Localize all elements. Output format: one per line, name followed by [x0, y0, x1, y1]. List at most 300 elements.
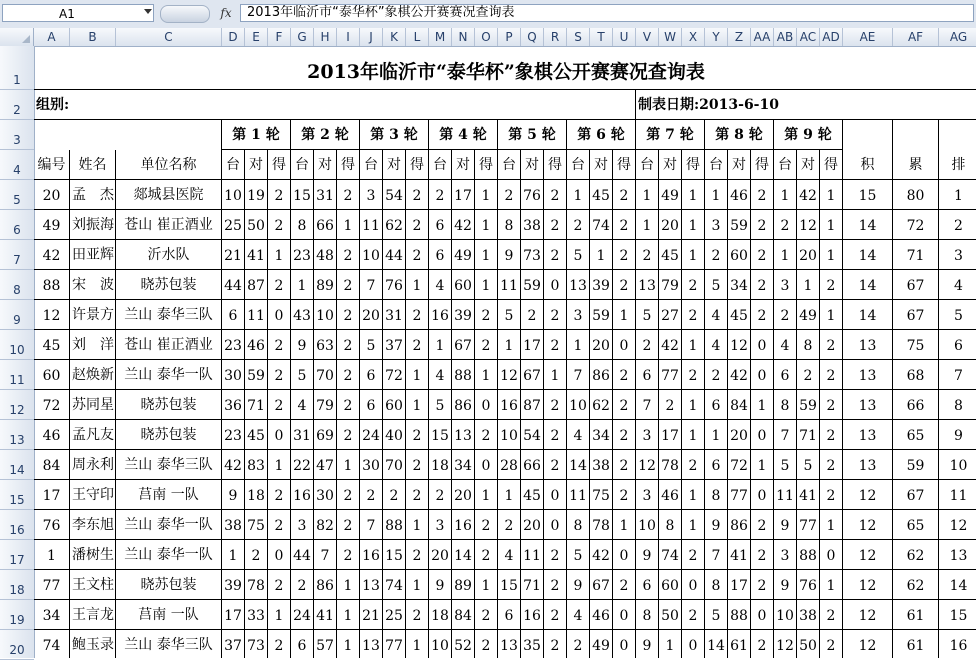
- round-5-score[interactable]: [544, 450, 567, 480]
- column-header-ag[interactable]: AG: [939, 28, 976, 46]
- round-3-opponent[interactable]: [383, 480, 406, 510]
- round-7-opponent[interactable]: [659, 540, 682, 570]
- round-4-table[interactable]: [429, 510, 452, 540]
- row-header-4[interactable]: [0, 150, 34, 180]
- round-1-table[interactable]: [222, 600, 245, 630]
- round-6-opponent[interactable]: [590, 570, 613, 600]
- round-1-opponent[interactable]: [245, 570, 268, 600]
- player-no[interactable]: [34, 360, 70, 390]
- round-6-table[interactable]: [567, 450, 590, 480]
- round-6-score[interactable]: [613, 570, 636, 600]
- round-1-score[interactable]: [268, 480, 291, 510]
- round-1-table[interactable]: [222, 540, 245, 570]
- header-opponent[interactable]: [521, 150, 544, 180]
- round-2-table[interactable]: [291, 600, 314, 630]
- player-points[interactable]: [843, 300, 893, 330]
- round-3-table[interactable]: [360, 510, 383, 540]
- round-7-table[interactable]: [636, 540, 659, 570]
- round-9-table[interactable]: [774, 210, 797, 240]
- round-3-table[interactable]: [360, 270, 383, 300]
- round-6-score[interactable]: [613, 420, 636, 450]
- row-header-16[interactable]: [0, 510, 34, 540]
- column-header-b[interactable]: B: [70, 28, 116, 46]
- round-5-score[interactable]: [544, 360, 567, 390]
- round-6-opponent[interactable]: [590, 450, 613, 480]
- header-table[interactable]: [567, 150, 590, 180]
- round-2-opponent[interactable]: [314, 630, 337, 658]
- player-points[interactable]: [843, 450, 893, 480]
- round-6-score[interactable]: [613, 540, 636, 570]
- column-header-z[interactable]: Z: [728, 28, 751, 46]
- header-cumulative[interactable]: [893, 150, 939, 180]
- round-6-opponent[interactable]: [590, 480, 613, 510]
- round-7-opponent[interactable]: [659, 630, 682, 658]
- round-7-table[interactable]: [636, 480, 659, 510]
- round-7-opponent[interactable]: [659, 570, 682, 600]
- round-9-opponent[interactable]: [797, 630, 820, 658]
- round-2-score[interactable]: [337, 570, 360, 600]
- round-1-opponent[interactable]: [245, 510, 268, 540]
- round-3-table[interactable]: [360, 630, 383, 658]
- column-header-y[interactable]: Y: [705, 28, 728, 46]
- column-header-ad[interactable]: AD: [820, 28, 843, 46]
- round-9-opponent[interactable]: [797, 540, 820, 570]
- round-header-4[interactable]: [429, 120, 498, 150]
- round-2-opponent[interactable]: [314, 570, 337, 600]
- round-2-score[interactable]: [337, 600, 360, 630]
- round-4-score[interactable]: [475, 180, 498, 210]
- round-1-score[interactable]: [268, 510, 291, 540]
- points-header-top[interactable]: [843, 120, 893, 150]
- player-name[interactable]: [70, 360, 116, 390]
- round-header-9[interactable]: [774, 120, 843, 150]
- round-6-table[interactable]: [567, 570, 590, 600]
- round-5-table[interactable]: [498, 210, 521, 240]
- round-2-score[interactable]: [337, 390, 360, 420]
- player-rank[interactable]: [939, 330, 976, 360]
- round-4-opponent[interactable]: [452, 570, 475, 600]
- round-6-opponent[interactable]: [590, 240, 613, 270]
- round-8-opponent[interactable]: [728, 330, 751, 360]
- column-header-t[interactable]: T: [590, 28, 613, 46]
- round-header-2[interactable]: [291, 120, 360, 150]
- round-3-table[interactable]: [360, 540, 383, 570]
- round-5-score[interactable]: [544, 510, 567, 540]
- player-cumulative[interactable]: [893, 450, 939, 480]
- round-8-score[interactable]: [751, 510, 774, 540]
- column-header-h[interactable]: H: [314, 28, 337, 46]
- round-6-table[interactable]: [567, 390, 590, 420]
- round-8-opponent[interactable]: [728, 360, 751, 390]
- player-cumulative[interactable]: [893, 390, 939, 420]
- round-5-opponent[interactable]: [521, 390, 544, 420]
- round-2-table[interactable]: [291, 300, 314, 330]
- player-no[interactable]: [34, 420, 70, 450]
- round-1-score[interactable]: [268, 300, 291, 330]
- column-header-l[interactable]: L: [406, 28, 429, 46]
- round-5-score[interactable]: [544, 180, 567, 210]
- round-8-opponent[interactable]: [728, 270, 751, 300]
- player-points[interactable]: [843, 180, 893, 210]
- header-blank[interactable]: [34, 120, 222, 150]
- round-9-table[interactable]: [774, 450, 797, 480]
- round-8-table[interactable]: [705, 540, 728, 570]
- round-4-opponent[interactable]: [452, 600, 475, 630]
- round-4-score[interactable]: [475, 330, 498, 360]
- player-unit[interactable]: [116, 540, 222, 570]
- player-rank[interactable]: [939, 630, 976, 658]
- player-cumulative[interactable]: [893, 630, 939, 658]
- round-8-score[interactable]: [751, 180, 774, 210]
- column-header-f[interactable]: F: [268, 28, 291, 46]
- round-1-opponent[interactable]: [245, 210, 268, 240]
- round-6-score[interactable]: [613, 630, 636, 658]
- round-2-opponent[interactable]: [314, 390, 337, 420]
- round-5-table[interactable]: [498, 270, 521, 300]
- player-points[interactable]: [843, 210, 893, 240]
- round-9-table[interactable]: [774, 390, 797, 420]
- header-points[interactable]: [843, 150, 893, 180]
- round-8-opponent[interactable]: [728, 600, 751, 630]
- round-header-5[interactable]: [498, 120, 567, 150]
- round-9-score[interactable]: [820, 480, 843, 510]
- column-header-i[interactable]: I: [337, 28, 360, 46]
- round-9-table[interactable]: [774, 330, 797, 360]
- player-rank[interactable]: [939, 420, 976, 450]
- round-8-table[interactable]: [705, 480, 728, 510]
- round-4-table[interactable]: [429, 540, 452, 570]
- round-5-score[interactable]: [544, 570, 567, 600]
- player-unit[interactable]: [116, 450, 222, 480]
- round-5-table[interactable]: [498, 480, 521, 510]
- round-1-score[interactable]: [268, 450, 291, 480]
- round-1-score[interactable]: [268, 570, 291, 600]
- round-1-table[interactable]: [222, 480, 245, 510]
- round-7-table[interactable]: [636, 210, 659, 240]
- row-header-3[interactable]: [0, 120, 34, 150]
- round-3-opponent[interactable]: [383, 300, 406, 330]
- round-9-score[interactable]: [820, 630, 843, 658]
- round-8-opponent[interactable]: [728, 450, 751, 480]
- round-4-score[interactable]: [475, 390, 498, 420]
- round-8-table[interactable]: [705, 450, 728, 480]
- column-header-aa[interactable]: AA: [751, 28, 774, 46]
- round-2-table[interactable]: [291, 360, 314, 390]
- header-score[interactable]: [751, 150, 774, 180]
- round-4-score[interactable]: [475, 210, 498, 240]
- round-5-score[interactable]: [544, 300, 567, 330]
- round-8-score[interactable]: [751, 240, 774, 270]
- player-rank[interactable]: [939, 390, 976, 420]
- round-5-table[interactable]: [498, 180, 521, 210]
- row-header-8[interactable]: [0, 270, 34, 300]
- player-points[interactable]: [843, 570, 893, 600]
- round-2-score[interactable]: [337, 300, 360, 330]
- cumulative-header-top[interactable]: [893, 120, 939, 150]
- header-unit[interactable]: [116, 150, 222, 180]
- round-6-table[interactable]: [567, 360, 590, 390]
- header-score[interactable]: [268, 150, 291, 180]
- round-1-table[interactable]: [222, 510, 245, 540]
- round-4-table[interactable]: [429, 240, 452, 270]
- round-3-score[interactable]: [406, 390, 429, 420]
- round-2-table[interactable]: [291, 390, 314, 420]
- player-name[interactable]: [70, 540, 116, 570]
- round-5-table[interactable]: [498, 570, 521, 600]
- round-6-table[interactable]: [567, 540, 590, 570]
- round-8-score[interactable]: [751, 480, 774, 510]
- round-9-opponent[interactable]: [797, 390, 820, 420]
- round-1-score[interactable]: [268, 360, 291, 390]
- player-rank[interactable]: [939, 240, 976, 270]
- round-7-opponent[interactable]: [659, 210, 682, 240]
- round-3-score[interactable]: [406, 600, 429, 630]
- round-1-table[interactable]: [222, 420, 245, 450]
- round-8-score[interactable]: [751, 210, 774, 240]
- round-3-opponent[interactable]: [383, 600, 406, 630]
- round-6-table[interactable]: [567, 240, 590, 270]
- player-name[interactable]: [70, 390, 116, 420]
- round-7-score[interactable]: [682, 360, 705, 390]
- player-points[interactable]: [843, 600, 893, 630]
- round-header-3[interactable]: [360, 120, 429, 150]
- round-8-score[interactable]: [751, 450, 774, 480]
- column-header-af[interactable]: AF: [893, 28, 939, 46]
- round-7-table[interactable]: [636, 510, 659, 540]
- round-3-score[interactable]: [406, 630, 429, 658]
- round-header-1[interactable]: [222, 120, 291, 150]
- player-cumulative[interactable]: [893, 600, 939, 630]
- round-7-opponent[interactable]: [659, 240, 682, 270]
- round-3-table[interactable]: [360, 360, 383, 390]
- header-score[interactable]: [337, 150, 360, 180]
- player-cumulative[interactable]: [893, 330, 939, 360]
- row-header-17[interactable]: [0, 540, 34, 570]
- round-4-table[interactable]: [429, 330, 452, 360]
- round-7-opponent[interactable]: [659, 480, 682, 510]
- round-6-table[interactable]: [567, 630, 590, 658]
- round-7-score[interactable]: [682, 210, 705, 240]
- round-3-table[interactable]: [360, 570, 383, 600]
- player-no[interactable]: [34, 180, 70, 210]
- round-4-opponent[interactable]: [452, 180, 475, 210]
- round-4-table[interactable]: [429, 570, 452, 600]
- player-unit[interactable]: [116, 600, 222, 630]
- round-7-score[interactable]: [682, 300, 705, 330]
- round-9-table[interactable]: [774, 420, 797, 450]
- round-3-opponent[interactable]: [383, 240, 406, 270]
- player-cumulative[interactable]: [893, 420, 939, 450]
- player-cumulative[interactable]: [893, 570, 939, 600]
- round-8-opponent[interactable]: [728, 210, 751, 240]
- header-opponent[interactable]: [245, 150, 268, 180]
- round-8-opponent[interactable]: [728, 630, 751, 658]
- player-cumulative[interactable]: [893, 180, 939, 210]
- round-6-score[interactable]: [613, 480, 636, 510]
- round-1-opponent[interactable]: [245, 240, 268, 270]
- header-table[interactable]: [498, 150, 521, 180]
- round-6-table[interactable]: [567, 180, 590, 210]
- round-6-opponent[interactable]: [590, 540, 613, 570]
- round-3-table[interactable]: [360, 450, 383, 480]
- round-1-opponent[interactable]: [245, 300, 268, 330]
- sheet-title[interactable]: [34, 46, 976, 90]
- column-header-q[interactable]: Q: [521, 28, 544, 46]
- header-opponent[interactable]: [659, 150, 682, 180]
- column-header-w[interactable]: W: [659, 28, 682, 46]
- round-6-score[interactable]: [613, 180, 636, 210]
- player-unit[interactable]: [116, 570, 222, 600]
- round-7-table[interactable]: [636, 390, 659, 420]
- round-4-opponent[interactable]: [452, 360, 475, 390]
- player-rank[interactable]: [939, 450, 976, 480]
- round-9-score[interactable]: [820, 570, 843, 600]
- player-no[interactable]: [34, 540, 70, 570]
- player-name[interactable]: [70, 240, 116, 270]
- round-6-score[interactable]: [613, 300, 636, 330]
- player-name[interactable]: [70, 450, 116, 480]
- round-4-table[interactable]: [429, 480, 452, 510]
- round-7-score[interactable]: [682, 600, 705, 630]
- row-header-18[interactable]: [0, 570, 34, 600]
- round-7-score[interactable]: [682, 390, 705, 420]
- round-3-score[interactable]: [406, 450, 429, 480]
- player-no[interactable]: [34, 300, 70, 330]
- round-1-score[interactable]: [268, 540, 291, 570]
- round-4-opponent[interactable]: [452, 510, 475, 540]
- round-2-table[interactable]: [291, 480, 314, 510]
- round-2-score[interactable]: [337, 270, 360, 300]
- header-score[interactable]: [613, 150, 636, 180]
- round-1-opponent[interactable]: [245, 600, 268, 630]
- round-8-opponent[interactable]: [728, 510, 751, 540]
- round-4-opponent[interactable]: [452, 540, 475, 570]
- round-2-opponent[interactable]: [314, 180, 337, 210]
- round-6-score[interactable]: [613, 510, 636, 540]
- round-7-opponent[interactable]: [659, 420, 682, 450]
- round-4-table[interactable]: [429, 450, 452, 480]
- round-1-score[interactable]: [268, 240, 291, 270]
- round-1-table[interactable]: [222, 330, 245, 360]
- round-7-opponent[interactable]: [659, 390, 682, 420]
- column-header-e[interactable]: E: [245, 28, 268, 46]
- round-9-score[interactable]: [820, 330, 843, 360]
- round-4-score[interactable]: [475, 630, 498, 658]
- round-6-score[interactable]: [613, 210, 636, 240]
- round-3-score[interactable]: [406, 420, 429, 450]
- round-8-score[interactable]: [751, 600, 774, 630]
- round-3-table[interactable]: [360, 480, 383, 510]
- rank-header-top[interactable]: [939, 120, 976, 150]
- player-no[interactable]: [34, 450, 70, 480]
- round-7-score[interactable]: [682, 630, 705, 658]
- header-rank[interactable]: [939, 150, 976, 180]
- round-6-table[interactable]: [567, 210, 590, 240]
- column-header-v[interactable]: V: [636, 28, 659, 46]
- header-opponent[interactable]: [590, 150, 613, 180]
- round-1-table[interactable]: [222, 270, 245, 300]
- round-3-table[interactable]: [360, 180, 383, 210]
- round-5-opponent[interactable]: [521, 600, 544, 630]
- round-2-table[interactable]: [291, 540, 314, 570]
- header-table[interactable]: [774, 150, 797, 180]
- player-name[interactable]: [70, 420, 116, 450]
- round-5-table[interactable]: [498, 390, 521, 420]
- round-2-opponent[interactable]: [314, 270, 337, 300]
- round-2-score[interactable]: [337, 450, 360, 480]
- round-7-table[interactable]: [636, 270, 659, 300]
- round-5-table[interactable]: [498, 420, 521, 450]
- round-1-table[interactable]: [222, 360, 245, 390]
- column-header-u[interactable]: U: [613, 28, 636, 46]
- round-4-opponent[interactable]: [452, 270, 475, 300]
- round-4-table[interactable]: [429, 360, 452, 390]
- player-cumulative[interactable]: [893, 540, 939, 570]
- column-header-x[interactable]: X: [682, 28, 705, 46]
- round-2-table[interactable]: [291, 510, 314, 540]
- round-4-table[interactable]: [429, 210, 452, 240]
- round-2-score[interactable]: [337, 510, 360, 540]
- round-9-score[interactable]: [820, 510, 843, 540]
- player-cumulative[interactable]: [893, 300, 939, 330]
- player-no[interactable]: [34, 600, 70, 630]
- round-1-table[interactable]: [222, 300, 245, 330]
- player-cumulative[interactable]: [893, 270, 939, 300]
- round-3-score[interactable]: [406, 570, 429, 600]
- player-unit[interactable]: [116, 630, 222, 658]
- round-6-score[interactable]: [613, 270, 636, 300]
- row-header-14[interactable]: [0, 450, 34, 480]
- round-5-opponent[interactable]: [521, 360, 544, 390]
- round-9-table[interactable]: [774, 540, 797, 570]
- row-header-10[interactable]: [0, 330, 34, 360]
- round-8-table[interactable]: [705, 300, 728, 330]
- player-unit[interactable]: [116, 210, 222, 240]
- round-9-opponent[interactable]: [797, 180, 820, 210]
- header-opponent[interactable]: [383, 150, 406, 180]
- round-5-score[interactable]: [544, 330, 567, 360]
- round-9-opponent[interactable]: [797, 270, 820, 300]
- round-2-opponent[interactable]: [314, 510, 337, 540]
- round-7-score[interactable]: [682, 180, 705, 210]
- round-9-score[interactable]: [820, 300, 843, 330]
- header-score[interactable]: [406, 150, 429, 180]
- round-3-score[interactable]: [406, 270, 429, 300]
- round-2-table[interactable]: [291, 270, 314, 300]
- player-points[interactable]: [843, 330, 893, 360]
- round-7-score[interactable]: [682, 570, 705, 600]
- round-7-opponent[interactable]: [659, 180, 682, 210]
- round-8-opponent[interactable]: [728, 420, 751, 450]
- worksheet-grid[interactable]: [34, 46, 976, 658]
- row-header-6[interactable]: [0, 210, 34, 240]
- row-header-7[interactable]: [0, 240, 34, 270]
- round-3-table[interactable]: [360, 300, 383, 330]
- round-7-opponent[interactable]: [659, 600, 682, 630]
- round-3-table[interactable]: [360, 210, 383, 240]
- player-unit[interactable]: [116, 510, 222, 540]
- round-9-score[interactable]: [820, 450, 843, 480]
- round-5-opponent[interactable]: [521, 210, 544, 240]
- header-table[interactable]: [360, 150, 383, 180]
- round-1-opponent[interactable]: [245, 420, 268, 450]
- player-name[interactable]: [70, 330, 116, 360]
- round-9-table[interactable]: [774, 360, 797, 390]
- round-3-opponent[interactable]: [383, 210, 406, 240]
- round-2-table[interactable]: [291, 420, 314, 450]
- round-9-opponent[interactable]: [797, 450, 820, 480]
- round-4-score[interactable]: [475, 600, 498, 630]
